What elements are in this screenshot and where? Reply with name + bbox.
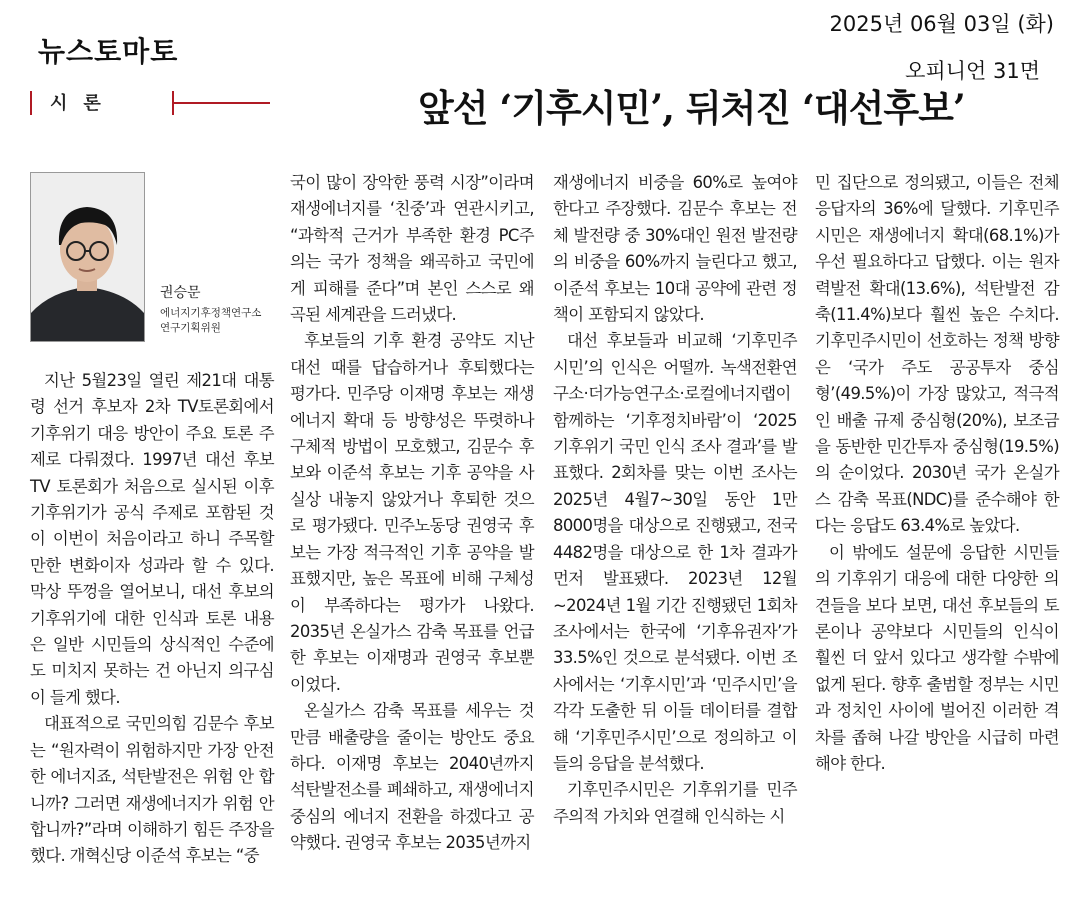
masthead-logo: 뉴스토마토: [38, 35, 179, 68]
author-portrait-icon: [31, 173, 144, 341]
article-column-1: [30, 368, 274, 870]
paragraph: 대선 후보들과 비교해 ‘기후민주시민’의 인식은 어떨까. 녹색전환연구소·더가능연구소·로컬에너지랩이 함께하는 ‘기후정치바람’이 ‘2025 기후위기 국민 인식 조사 결과’를 발표했다. 2회차를 맞는 이번 조사는 2025년 4월7~30일 동안 1만8000명을 대상으로 진행됐고, 전국 4482명을 대상으로 한 1차 결과가 먼저 발표됐다. 2023년 12월~2024년 1월 기간 진행됐던 1회차 조사에서는 한국에 ‘기후유권자’가 33.5%인 것으로 분석됐다. 이번 조사에서는 ‘기후시민’과 ‘민주시민’을 각각 도출한 뒤 이들 데이터를 결합해 ‘기후민주시민’으로 정의하고 이들의 응답을 분석했다.: [553, 331, 797, 773]
headline: 앞선 ‘기후시민’, 뒤처진 ‘대선후보’: [418, 86, 965, 130]
paragraph: 지난 5월23일 열린 제21대 대통령 선거 후보자 2차 TV토론회에서 기후위기 대응 방안이 주요 토론 주제로 다뤄졌다. 1997년 대선 후보 TV 토론회가 처음으로 실시된 이후 기후위기가 공식 주제로 포함된 것이 이번이 처음이라고 하니 주목할 만한 변화이자 성과라 할 수 있다. 막상 뚜껑을 열어보니, 대선 후보의 기후위기에 대한 인식과 토론 내용은 일반 시민들의 상식적인 수준에도 미치지 못하는 건 아닌지 의구심이 들게 했다.: [30, 371, 274, 707]
paragraph: 온실가스 감축 목표를 세우는 것만큼 배출량을 줄이는 방안도 중요하다. 이재명 후보는 2040년까지 석탄발전소를 폐쇄하고, 재생에너지 중심의 에너지 전환을 하겠다고 공약했다. 권영국 후보는 2035년까지: [290, 701, 534, 853]
publication-date: 2025년 06월 03일 (화): [829, 12, 1054, 36]
section-rule: [174, 102, 270, 104]
section-header: [30, 86, 272, 120]
paragraph: 후보들의 기후 환경 공약도 지난 대선 때를 답습하거나 후퇴했다는 평가다. 민주당 이재명 후보는 재생에너지 확대 등 방향성은 뚜렷하나 구체적 방법이 모호했고, 김문수 후보와 이준석 후보는 기후 공약을 사실상 내놓지 않았거나 후퇴한 것으로 평가됐다. 민주노동당 권영국 후보는 가장 적극적인 기후 공약을 발표했지만, 높은 목표에 비해 구체성이 부족하다는 평가가 나왔다. 2035년 온실가스 감축 목표를 언급한 후보는 이재명과 권영국 후보뿐이었다.: [290, 331, 534, 694]
paragraph-continued: 재생에너지 비중을 60%로 높여야 한다고 주장했다. 김문수 후보는 전체 발전량 중 30%대인 원전 발전량의 비중을 60%까지 늘린다고 했고, 이준석 후보는 10대 공약에 관련 정책이 포함되지 않았다.: [553, 173, 797, 325]
section-bar-left: [30, 91, 32, 115]
paragraph: 이 밖에도 설문에 응답한 시민들의 기후위기 대응에 대한 다양한 의견들을 보다 보면, 대선 후보들의 토론이나 공약보다 시민들의 인식이 훨씬 더 앞서 있다고 생각할 수밖에 없게 된다. 향후 출범할 정부는 시민과 정치인 사이에 벌어진 이러한 격차를 좁혀 나갈 방안을 시급히 마련해야 한다.: [815, 542, 1059, 773]
author-name: 권승문: [160, 285, 201, 301]
page-label: 오피니언 31면: [905, 59, 1040, 83]
paragraph-continued: 국이 많이 장악한 풍력 시장”이라며 재생에너지를 ‘친중’과 연관시키고, “과학적 근거가 부족한 환경 PC주의는 국가 정책을 왜곡하고 국민에게 피해를 준다”며 본인 스스로 왜곡된 세계관을 드러냈다.: [290, 173, 534, 325]
article-column-2: [290, 170, 534, 857]
section-label: 시론: [50, 93, 117, 114]
paragraph: 기후민주시민은 기후위기를 민주주의적 가치와 연결해 인식하는 시: [553, 780, 797, 826]
author-byline: [160, 282, 270, 336]
article-column-3: [553, 170, 797, 830]
author-photo: [30, 172, 145, 342]
article-column-4: [815, 170, 1059, 777]
paragraph: 대표적으로 국민의힘 김문수 후보는 “원자력이 위험하지만 가장 안전한 에너지죠, 석탄발전은 위험 안 합니까? 그러면 재생에너지가 위험 안 합니까?”라며 이해하기 힘든 주장을 했다. 개혁신당 이준석 후보는 “중: [30, 714, 274, 866]
paragraph-continued: 민 집단으로 정의됐고, 이들은 전체 응답자의 36%에 달했다. 기후민주시민은 재생에너지 확대(68.1%)가 우선 필요하다고 답했다. 이는 원자력발전 확대(13.6%), 석탄발전 감축(11.4%)보다 훨씬 높은 수치다. 기후민주시민이 선호하는 정책 방향은 ‘국가 주도 공공투자 중심형’(49.5%)이 가장 많았고, 적극적인 배출 규제 중심형(20%), 보조금을 동반한 민간투자 중심형(19.5%)의 순이었다. 2030년 국가 온실가스 감축 목표(NDC)를 준수해야 한다는 응답도 63.4%로 높았다.: [815, 173, 1059, 536]
author-affiliation: 에너지기후정책연구소 연구기획위원: [160, 307, 262, 334]
